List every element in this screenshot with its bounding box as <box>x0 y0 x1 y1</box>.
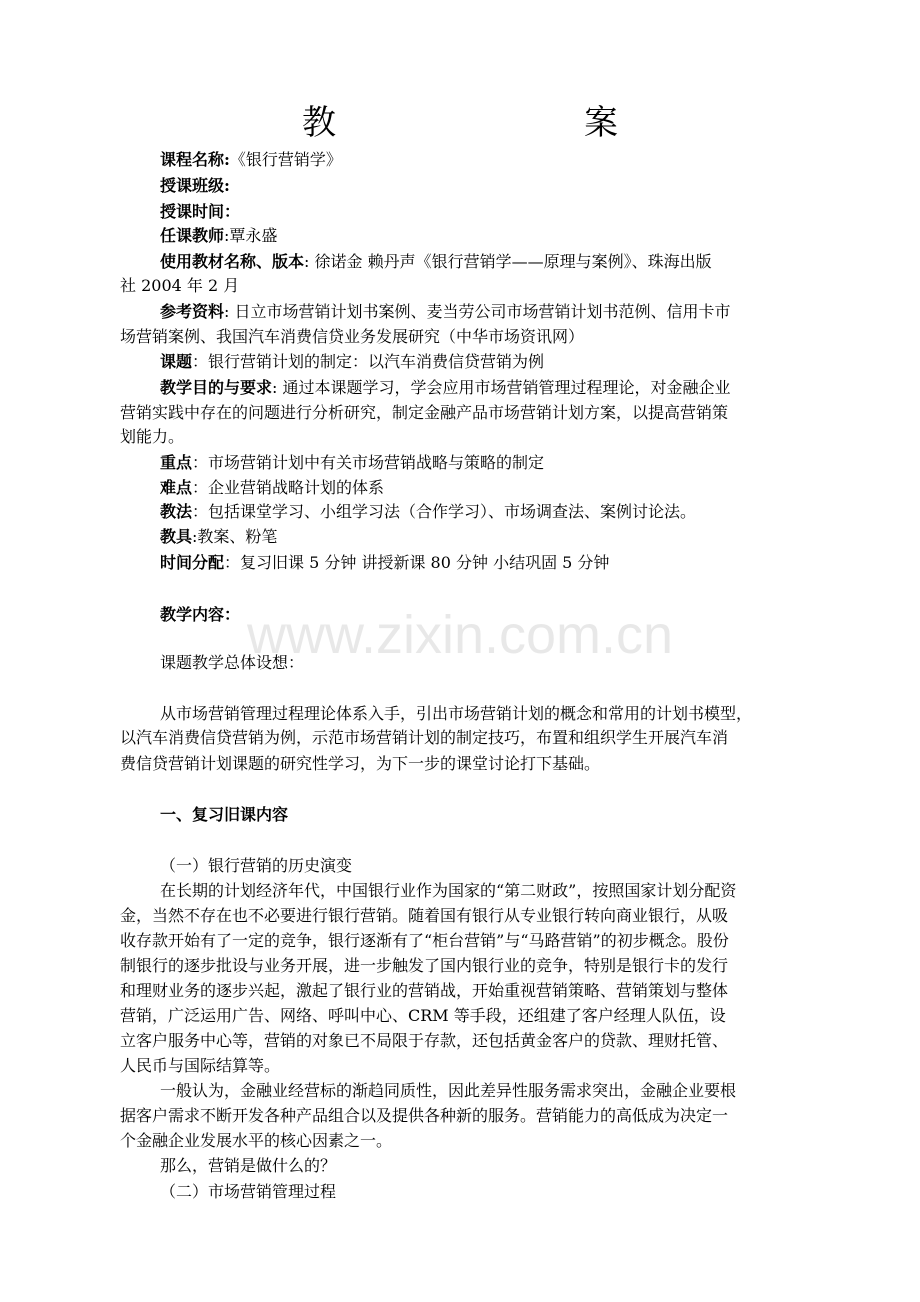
para1-line-6: 营销，广泛运用广告、网络、呼叫中心、CRM 等手段，还组建了客户经理人队伍，设 <box>120 1006 726 1025</box>
goal-line-3: 划能力。 <box>120 427 185 446</box>
para2-line-2: 据客户需求不断开发各种产品组合以及提供各种新的服务。营销能力的高低成为决定一 <box>120 1106 729 1125</box>
watermark: www.zixin.com.cn <box>246 605 674 665</box>
reference-label: 参考资料 <box>160 302 225 321</box>
overview-line-2: 以汽车消费信贷营销为例，示范市场营销计划的制定技巧，布置和组织学生开展汽车消 <box>120 728 729 747</box>
difficulty-line <box>160 476 870 500</box>
para1-line-7: 立客户服务中心等，营销的对象已不局限于存款，还包括黄金客户的贷款、理财托管、 <box>120 1031 729 1050</box>
allocation-value: ：复习旧课 5 分钟 讲授新课 80 分钟 小结巩固 5 分钟 <box>224 553 610 572</box>
method-line <box>160 500 870 524</box>
key-point-line <box>160 451 870 475</box>
topic-line <box>160 350 870 374</box>
goal-line-2: 营销实践中存在的问题进行分析研究，制定金融产品市场营销计划方案，以提高营销策 <box>120 403 729 422</box>
difficulty-label: 难点 <box>160 478 193 497</box>
course-name-label: 课程名称: <box>160 150 230 169</box>
reference-line-2: 场营销案例、我国汽车消费信贷业务发展研究（中华市场资讯网） <box>120 327 585 346</box>
time-line <box>160 200 870 224</box>
overview-title: 课题教学总体设想： <box>160 653 305 672</box>
subsection-history: （一）银行营销的历史演变 <box>160 856 353 875</box>
allocation-label: 时间分配 <box>160 553 225 572</box>
textbook-line-2: 社 2004 年 2 月 <box>120 276 240 295</box>
reference-value: : 日立市场营销计划书案例、麦当劳公司市场营销计划书范例、信用卡市 <box>224 302 731 321</box>
para1-line-4: 制银行的逐步批设与业务开展，进一步触发了国内银行业的竞争，特别是银行卡的发行 <box>120 956 729 975</box>
textbook-value: : 徐诺金 赖丹声《银行营销学——原理与案例》、珠海出版 <box>304 252 712 271</box>
textbook-line <box>160 250 870 274</box>
goal-value: : 通过本课题学习，学会应用市场营销管理过程理论，对金融企业 <box>272 378 731 397</box>
textbook-label: 使用教材名称、版本 <box>160 252 305 271</box>
time-label: 授课时间： <box>160 202 241 221</box>
teacher-label: 任课教师 <box>160 226 225 245</box>
para2-line-3: 个金融企业发展水平的核心因素之一。 <box>120 1131 393 1150</box>
para1-line-8: 人民币与国际结算等。 <box>120 1056 281 1075</box>
key-point-value: ：市场营销计划中有关市场营销战略与策略的制定 <box>192 453 545 472</box>
para1-line-5: 和理财业务的逐步兴起，激起了银行业的营销战，开始重视营销策略、营销策划与整体 <box>120 981 729 1000</box>
goal-label: 教学目的与要求 <box>160 378 273 397</box>
allocation-line <box>160 551 870 575</box>
key-point-label: 重点 <box>160 453 193 472</box>
section-review-heading: 一、复习旧课内容 <box>160 805 289 824</box>
para1-line-3: 收存款开始有了一定的竞争，银行逐渐有了“柜台营销”与“马路营销”的初步概念。股份 <box>120 931 729 950</box>
method-label: 教法 <box>160 502 193 521</box>
para2-line-1: 一般认为，金融业经营标的渐趋同质性，因此差异性服务需求突出，金融企业要根 <box>160 1081 737 1100</box>
topic-label: 课题 <box>160 352 193 371</box>
teacher-value: :覃永盛 <box>224 226 278 245</box>
topic-value: ：银行营销计划的制定：以汽车消费信贷营销为例 <box>192 352 545 371</box>
document-title: 教 案 <box>302 103 678 143</box>
goal-line <box>160 376 870 400</box>
difficulty-value: ：企业营销战略计划的体系 <box>192 478 385 497</box>
method-value: ：包括课堂学习、小组学习法（合作学习）、市场调查法、案例讨论法。 <box>192 502 697 521</box>
course-name-value: 《银行营销学》 <box>229 150 342 169</box>
reference-line <box>160 300 870 324</box>
overview-line-3: 费信贷营销计划课题的研究性学习，为下一步的课堂讨论打下基础。 <box>120 754 601 773</box>
subsection-marketing-process: （二）市场营销管理过程 <box>160 1182 337 1201</box>
tools-label: 教具 <box>160 527 193 546</box>
teacher-line <box>160 224 870 248</box>
tools-value: :教案、粉笔 <box>192 527 278 546</box>
course-name-line <box>160 148 870 172</box>
content-heading: 教学内容： <box>160 605 241 624</box>
para1-line-2: 金，当然不存在也不必要进行银行营销。随着国有银行从专业银行转向商业银行，从吸 <box>120 906 729 925</box>
para1-line-1: 在长期的计划经济年代，中国银行业作为国家的“第二财政”，按照国家计划分配资 <box>160 881 737 900</box>
class-line <box>160 174 870 198</box>
class-label: 授课班级: <box>160 176 230 195</box>
overview-line-1: 从市场营销管理过程理论体系入手，引出市场营销计划的概念和常用的计划书模型， <box>160 704 753 723</box>
tools-line <box>160 525 870 549</box>
question-line: 那么，营销是做什么的？ <box>160 1156 337 1175</box>
